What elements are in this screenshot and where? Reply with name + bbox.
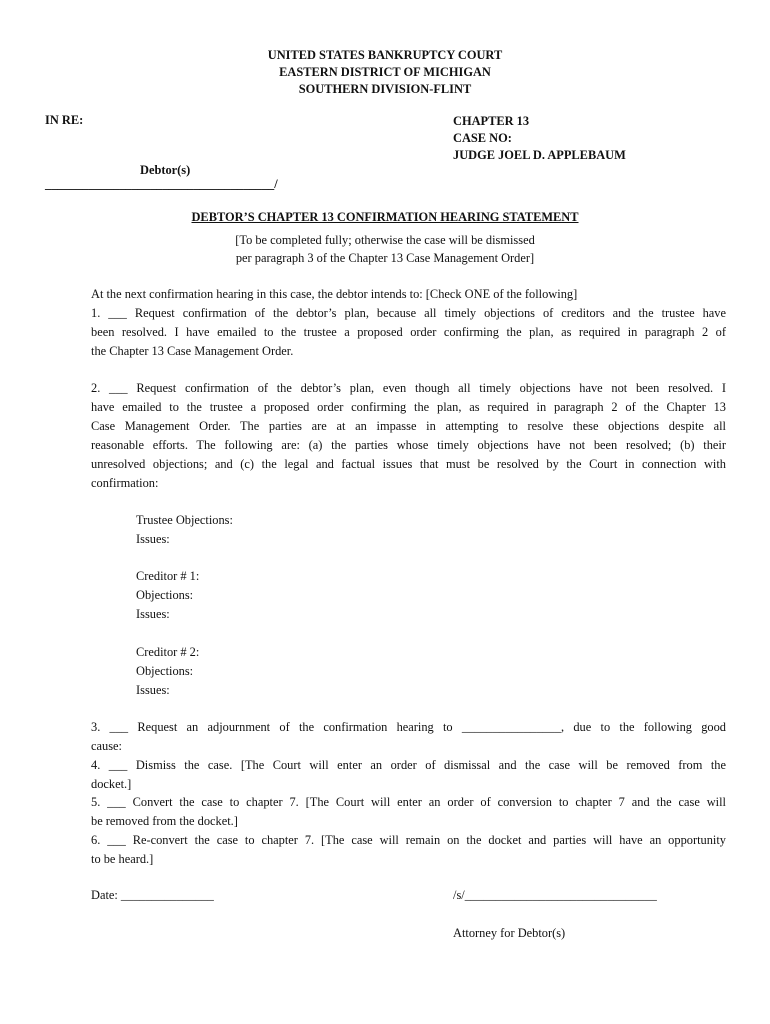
option-line: 4. ___ Dismiss the case. [The Court will enter an order of dismissal and the case will be removed from the <box>91 758 726 772</box>
option-line: been resolved. I have emailed to the trustee a proposed order confirming the plan, as required in paragraph 2 of <box>91 325 726 339</box>
creditor-2-label: Creditor # 2: <box>136 645 200 659</box>
option-line: be removed from the docket.] <box>91 814 238 828</box>
signature-line[interactable]: /s/_______________________________ <box>453 888 657 902</box>
intro-text: At the next confirmation hearing in this case, the debtor intends to: [Check ONE of the following] <box>91 287 578 301</box>
creditor-1-issues-label: Issues: <box>136 607 170 621</box>
option-2 <box>91 379 726 493</box>
chapter-label: CHAPTER 13 <box>453 114 530 128</box>
option-line: 5. ___ Convert the case to chapter 7. [The Court will enter an order of conversion to chapter 7 and the case will <box>91 795 726 809</box>
attorney-label: Attorney for Debtor(s) <box>453 926 566 940</box>
option-line: 2. ___ Request confirmation of the debtor’s plan, even though all timely objections have not been resolved. I <box>91 381 726 395</box>
debtor-label: Debtor(s) <box>140 163 191 177</box>
creditor-1-label: Creditor # 1: <box>136 569 200 583</box>
case-number-label: CASE NO: <box>453 131 512 145</box>
option-line: unresolved objections; and (c) the legal and factual issues that must be resolved by the Court in connection with <box>91 457 726 471</box>
option-line: 6. ___ Re-convert the case to chapter 7. [The case will remain on the docket and parties will have an opportunity <box>91 833 726 847</box>
option-line: Case Management Order. The parties are at an impasse in attempting to resolve these objections despite all <box>91 419 726 433</box>
option-line: the Chapter 13 Case Management Order. <box>91 344 294 358</box>
debtor-signature-line: _____________________________________/ <box>45 177 278 191</box>
court-name: UNITED STATES BANKRUPTCY COURT <box>267 48 503 62</box>
creditor-2-block <box>136 643 199 700</box>
option-line: 1. ___ Request confirmation of the debtor’s plan, because all timely objections of creditors and the trustee have <box>91 306 726 320</box>
district-name: EASTERN DISTRICT OF MICHIGAN <box>279 65 491 79</box>
option-3 <box>91 718 726 756</box>
document-subtitle <box>0 231 770 267</box>
option-4 <box>91 756 726 794</box>
option-line: docket.] <box>91 777 132 791</box>
in-re-label: IN RE: <box>45 113 84 127</box>
creditor-2-issues-label: Issues: <box>136 683 170 697</box>
subtitle-line: [To be completed fully; otherwise the case will be dismissed <box>235 233 535 247</box>
trustee-issues-label: Issues: <box>136 532 170 546</box>
trustee-objections-block <box>136 511 233 549</box>
option-line: reasonable efforts. The following are: (a) the parties whose timely objections have not been resolved; (b) their <box>91 438 726 452</box>
creditor-2-objections-label: Objections: <box>136 664 194 678</box>
option-line: confirmation: <box>91 476 159 490</box>
document-title: DEBTOR’S CHAPTER 13 CONFIRMATION HEARING STATEMENT <box>191 210 579 224</box>
option-5 <box>91 793 726 831</box>
subtitle-line: per paragraph 3 of the Chapter 13 Case Management Order] <box>235 251 535 265</box>
creditor-1-block <box>136 567 199 624</box>
option-line: cause: <box>91 739 122 753</box>
date-field[interactable]: Date: _______________ <box>91 888 214 902</box>
option-6 <box>91 831 726 869</box>
creditor-1-objections-label: Objections: <box>136 588 194 602</box>
court-header <box>0 47 770 98</box>
option-line: to be heard.] <box>91 852 154 866</box>
trustee-objections-label: Trustee Objections: <box>136 513 233 527</box>
division-name: SOUTHERN DIVISION-FLINT <box>298 82 472 96</box>
judge-label: JUDGE JOEL D. APPLEBAUM <box>453 148 626 162</box>
option-1 <box>91 304 726 361</box>
option-line: have emailed to the trustee a proposed order confirming the plan, as required in paragraph 2 of the Chapter 13 <box>91 400 726 414</box>
case-caption <box>453 113 626 164</box>
option-line: 3. ___ Request an adjournment of the confirmation hearing to ________________, due to the following good <box>91 720 726 734</box>
